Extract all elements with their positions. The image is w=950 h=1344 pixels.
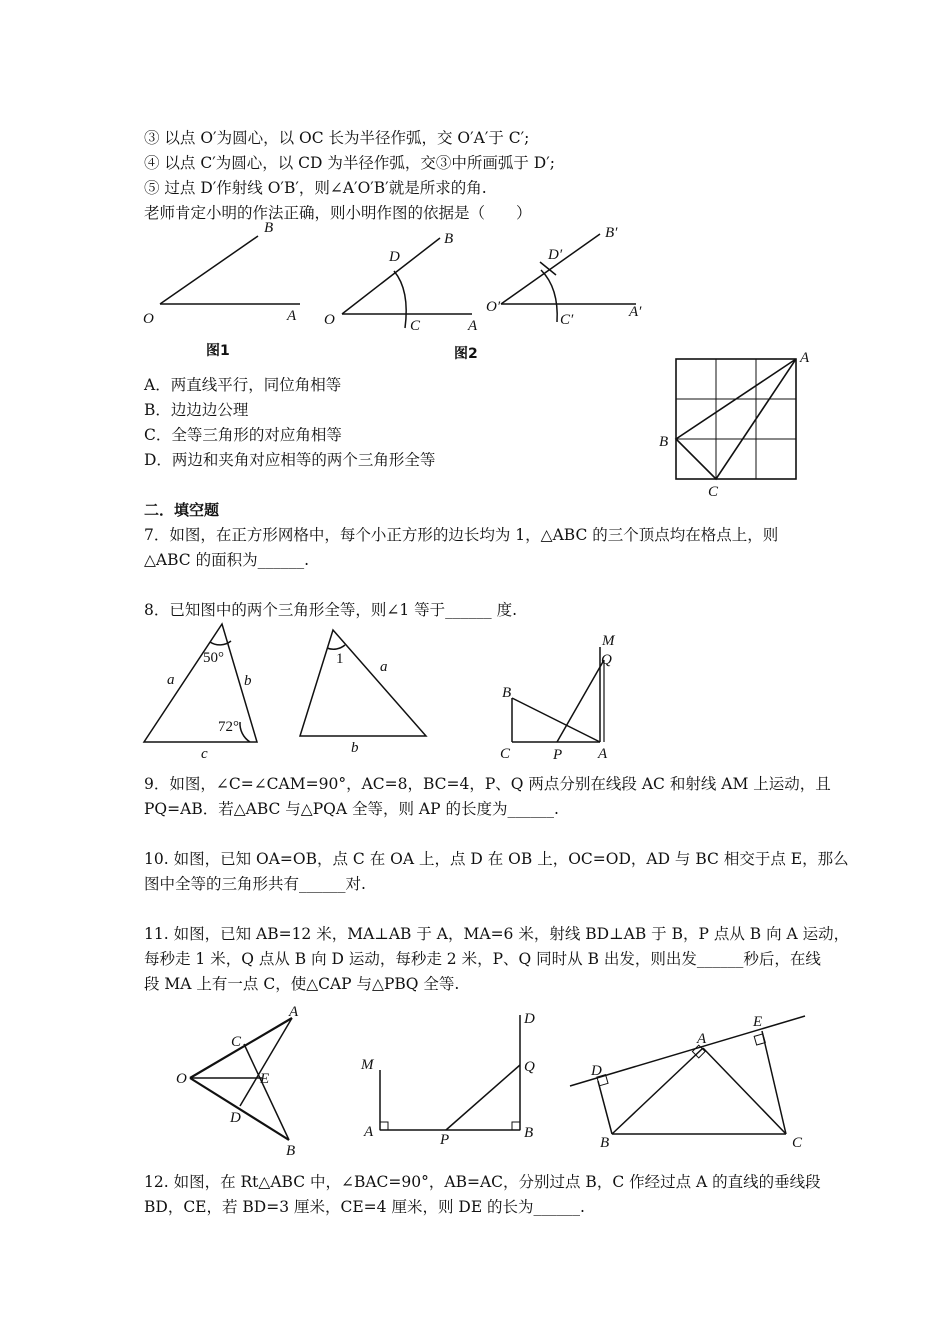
fig2-label-c: C [410,318,421,334]
option-c: C．全等三角形的对应角相等 [144,426,342,444]
q11-label-p: P [440,1132,450,1148]
q9-line1: 9．如图，∠C=∠CAM=90°，AC=8，BC=4，P、Q 两点分别在线段 AC 和射线 AM 上运动，且 [144,775,831,793]
q11-label-a: A [364,1124,374,1140]
q10-label-c: C [231,1034,242,1050]
q9-label-b: B [502,685,512,701]
q9-label-p: P [553,747,563,763]
q10-label-e: E [260,1071,270,1087]
q7-grid-figure [676,359,796,479]
fig2-label-b-prime: B′ [605,225,618,241]
q12-label-e: E [753,1014,763,1030]
option-a: A．两直线平行，同位角相等 [144,376,342,394]
fig2-label-a: A [468,318,478,334]
q10-label-o: O [176,1071,187,1087]
q10-label-b: B [286,1143,296,1159]
q12-line2: BD，CE，若 BD=3 厘米，CE=4 厘米，则 DE 的长为______. [144,1198,585,1216]
fig2-label-o: O [324,312,335,328]
q11-label-m: M [361,1057,374,1073]
q9-label-q: Q [601,652,612,668]
q8-side-a1: a [167,672,175,688]
q11-line1: 11. 如图，已知 AB=12 米，MA⊥AB 于 A，MA=6 米，射线 BD⊥AB 于 B，P 点从 B 向 A 运动， [144,925,850,943]
step-3: ③ 以点 O′为圆心，以 OC 长为半径作弧，交 O′A′于 C′; [144,129,530,147]
q11-line3: 段 MA 上有一点 C，使△CAP 与△PBQ 全等. [144,975,460,993]
q12-label-d: D [591,1063,602,1079]
q8-line: 8．已知图中的两个三角形全等，则∠1 等于______ 度. [144,601,517,619]
q9-figure [512,647,604,742]
q10-label-d: D [230,1110,241,1126]
fig2-label-d: D [389,249,400,265]
q7-line1: 7．如图，在正方形网格中，每个小正方形的边长均为 1，△ABC 的三个顶点均在格点上，则 [144,526,779,544]
section-title: 二．填空题 [144,501,220,519]
q7-label-a: A [800,350,810,366]
q9-line2: PQ=AB．若△ABC 与△PQA 全等，则 AP 的长度为______. [144,800,559,818]
fig2-label-a-prime: A′ [629,304,642,320]
fig2-caption: 图2 [454,346,478,362]
q7-label-b: B [659,434,669,450]
step-4: ④ 以点 C′为圆心，以 CD 为半径作弧，交③中所画弧于 D′; [144,154,555,172]
fig2-label-o-prime: O′ [486,299,501,315]
q8-angle-72: 72° [218,719,239,735]
q10-label-a: A [289,1004,299,1020]
fig1-label-b: B [264,220,274,236]
q12-figure [570,1016,805,1134]
fig2-label-d-prime: D′ [548,247,563,263]
fig1-caption: 图1 [206,343,230,359]
q12-label-a: A [697,1031,707,1047]
q11-line2: 每秒走 1 米，Q 点从 B 向 D 运动，每秒走 2 米，P、Q 同时从 B 出发，则出发______秒后，在线 [144,950,821,968]
q8-side-b2: b [351,740,359,756]
fig1-label-a: A [287,308,297,324]
q8-side-a2: a [380,659,388,675]
q7-line2: △ABC 的面积为______. [144,551,310,569]
q8-side-b1: b [244,673,252,689]
q12-label-b: B [600,1135,610,1151]
option-b: B．边边边公理 [144,401,249,419]
q12-label-c: C [792,1135,803,1151]
q8-angle-1: 1 [336,651,344,667]
q9-label-a: A [598,746,608,762]
question-6-stem: 老师肯定小明的作法正确，则小明作图的依据是（ ） [144,204,532,222]
fig1-label-o: O [143,311,154,327]
q10-line1: 10. 如图，已知 OA=OB，点 C 在 OA 上，点 D 在 OB 上，OC=OD，AD 与 BC 相交于点 E，那么 [144,850,849,868]
q9-label-m: M [602,633,615,649]
fig2-label-b: B [444,231,454,247]
q10-line2: 图中全等的三角形共有______对. [144,875,366,893]
q12-line1: 12. 如图，在 Rt△ABC 中，∠BAC=90°，AB=AC，分别过点 B，C 作经过点 A 的直线的垂线段 [144,1173,821,1191]
q11-figure [380,1015,520,1130]
q11-label-b: B [524,1125,534,1141]
q11-label-q: Q [524,1059,535,1075]
q11-label-d: D [524,1011,535,1027]
option-d: D．两边和夹角对应相等的两个三角形全等 [144,451,436,469]
q8-side-c1: c [201,746,208,762]
step-5: ⑤ 过点 D′作射线 O′B′，则∠A′O′B′就是所求的角. [144,179,487,197]
q7-label-c: C [708,484,719,500]
q9-label-c: C [500,746,511,762]
fig2-label-c-prime: C′ [560,312,574,328]
q8-triangles-figure [144,624,426,742]
q8-angle-50: 50° [203,650,224,666]
